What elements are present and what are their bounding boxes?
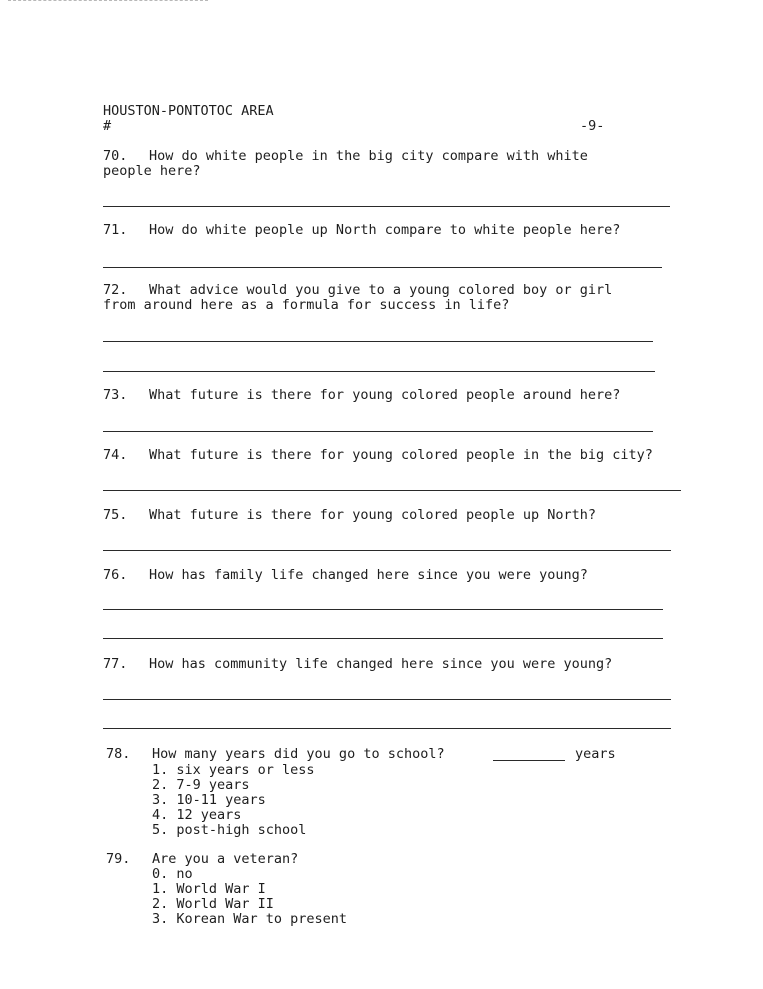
q76-text: How has family life changed here since you were young? (149, 567, 588, 583)
q70-text-line1: How do white people in the big city compare with white (149, 148, 588, 164)
q72-text-line1: What advice would you give to a young colored boy or girl (149, 282, 613, 298)
q74-answer-line[interactable] (103, 490, 681, 491)
q79-option: 2. World War II (152, 896, 274, 912)
q72-answer-line-1[interactable] (103, 341, 653, 342)
q79-option: 0. no (152, 866, 193, 882)
q73-number: 73. (103, 387, 128, 403)
q79-option: 1. World War I (152, 881, 266, 897)
q70-text-line2: people here? (103, 163, 201, 179)
q77-text: How has community life changed here since you were young? (149, 656, 613, 672)
q72-answer-line-2[interactable] (103, 371, 655, 372)
q78-number: 78. (106, 746, 131, 762)
q78-text: How many years did you go to school? (152, 746, 445, 762)
q78-option: 3. 10-11 years (152, 792, 266, 808)
q77-answer-line-2[interactable] (103, 728, 671, 729)
q77-answer-line-1[interactable] (103, 699, 671, 700)
q78-option: 4. 12 years (152, 807, 242, 823)
q74-number: 74. (103, 447, 128, 463)
q70-number: 70. (103, 148, 128, 164)
q78-option: 2. 7-9 years (152, 777, 250, 793)
q78-option: 5. post-high school (152, 822, 307, 838)
q72-text-line2: from around here as a formula for success in life? (103, 297, 510, 313)
scan-edge-dots (8, 0, 208, 3)
hash-mark: # (103, 118, 112, 134)
q71-number: 71. (103, 222, 128, 238)
q74-text: What future is there for young colored people in the big city? (149, 447, 653, 463)
q73-text: What future is there for young colored people around here? (149, 387, 621, 403)
q76-answer-line-2[interactable] (103, 638, 663, 639)
q70-answer-line[interactable] (103, 206, 670, 207)
q77-number: 77. (103, 656, 128, 672)
q71-answer-line[interactable] (103, 267, 662, 268)
q78-option: 1. six years or less (152, 762, 315, 778)
page-number: -9- (580, 118, 605, 134)
q72-number: 72. (103, 282, 128, 298)
q73-answer-line[interactable] (103, 431, 653, 432)
q79-number: 79. (106, 851, 131, 867)
q71-text: How do white people up North compare to white people here? (149, 222, 621, 238)
q78-years-blank[interactable] (493, 760, 565, 761)
q79-text: Are you a veteran? (152, 851, 299, 867)
q75-answer-line[interactable] (103, 550, 671, 551)
q75-number: 75. (103, 507, 128, 523)
q76-number: 76. (103, 567, 128, 583)
q79-option: 3. Korean War to present (152, 911, 348, 927)
area-title: HOUSTON-PONTOTOC AREA (103, 103, 274, 119)
q75-text: What future is there for young colored people up North? (149, 507, 597, 523)
q76-answer-line-1[interactable] (103, 609, 663, 610)
q78-years-label: years (575, 746, 616, 762)
